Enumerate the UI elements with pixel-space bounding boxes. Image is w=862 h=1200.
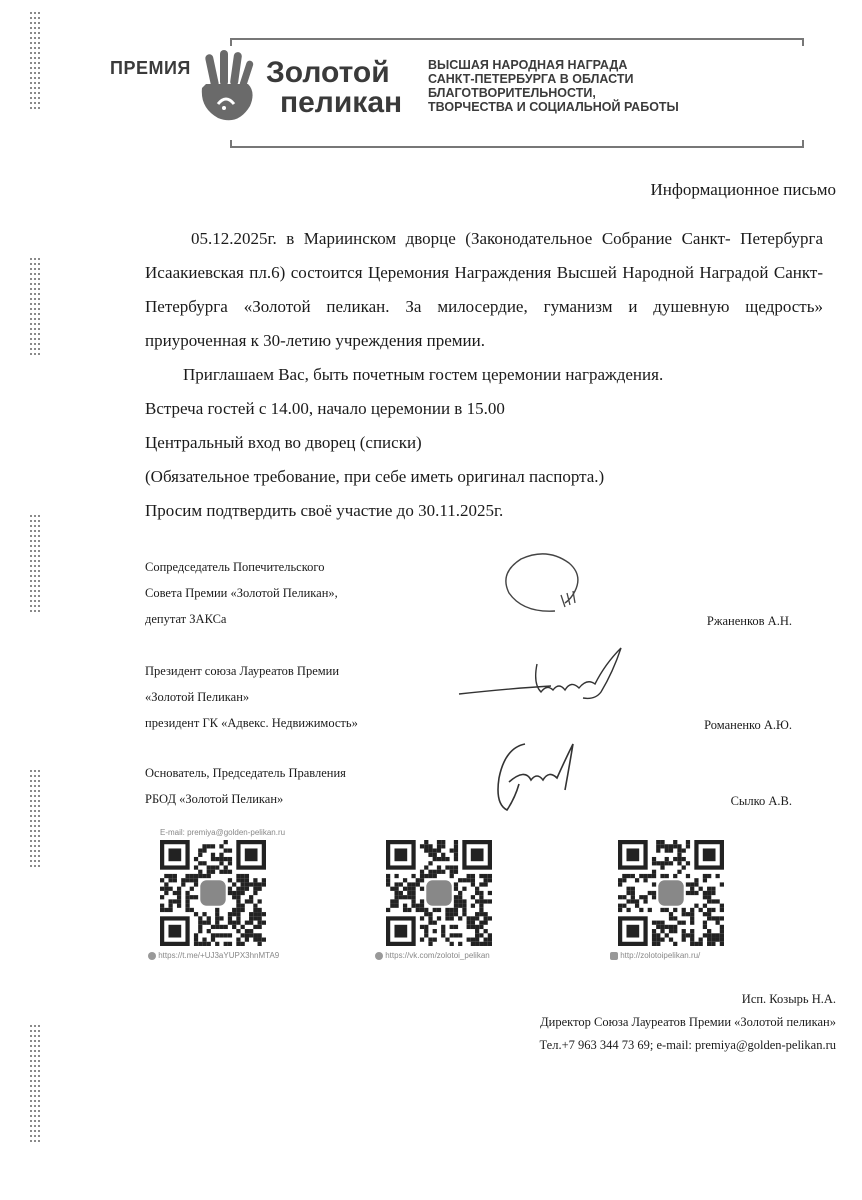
scan-edge-marks-2 — [30, 258, 40, 358]
telegram-icon — [148, 952, 156, 960]
footer-executor: Исп. Козырь Н.А. — [741, 992, 836, 1006]
vk-icon — [375, 952, 383, 960]
logo-line-2: пеликан — [280, 86, 403, 119]
subtitle-line: ВЫСШАЯ НАРОДНАЯ НАГРАДА — [428, 58, 628, 72]
footer-contacts — [540, 988, 836, 1057]
signatory-3-name: Сылко А.В. — [730, 794, 792, 808]
role-line: Совета Премии «Золотой Пеликан», — [145, 586, 338, 600]
letter-title: Информационное письмо — [650, 180, 836, 199]
header-frame-top — [230, 38, 804, 46]
signature-2-icon — [455, 640, 635, 710]
header-premia: ПРЕМИЯ — [110, 58, 191, 78]
qr-link-text: http://zolotoipelikan.ru/ — [620, 951, 701, 960]
guest-time-line: Встреча гостей с 14.00, начало церемонии в 15.00 — [145, 399, 505, 418]
role-line: депутат ЗАКСа — [145, 612, 227, 626]
paragraph-line: Народной Наградой Санкт-Петербурга «Золотой пеликан. За милосердие, — [145, 263, 824, 316]
scan-edge-marks-3 — [30, 515, 40, 615]
paragraph-line: Петербурга Исаакиевская пл.6) состоится Церемония Награждения Высшей — [145, 229, 823, 282]
role-line: Сопредседатель Попечительского — [145, 560, 325, 574]
subtitle-line: САНКТ-ПЕТЕРБУРГА В ОБЛАСТИ — [428, 72, 634, 86]
telegram-icon — [200, 880, 225, 905]
letter-body — [145, 222, 823, 528]
hand-icon — [610, 952, 618, 960]
passport-requirement-line: (Обязательное требование, при себе иметь оригинал паспорта.) — [145, 467, 605, 486]
vk-icon — [426, 880, 451, 905]
subtitle-line: БЛАГОТВОРИТЕЛЬНОСТИ, — [428, 86, 596, 100]
header-subtitle — [428, 58, 679, 114]
signatory-3-role — [145, 760, 346, 812]
scan-edge-marks-1 — [30, 12, 40, 112]
qr-code-site[interactable] — [618, 840, 724, 946]
qr-link-text: https://t.me/+UJ3aYUPX3hnMTA9 — [158, 951, 280, 960]
qr-code-telegram[interactable] — [160, 840, 266, 946]
qr-code-vk[interactable] — [386, 840, 492, 946]
signature-3-icon — [485, 738, 585, 818]
hand-icon — [658, 880, 683, 905]
role-line: Основатель, Председатель Правления — [145, 766, 346, 780]
qr-site-caption — [610, 951, 700, 960]
qr-email-caption: E-mail: premiya@golden-pelikan.ru — [160, 828, 286, 837]
paragraph-announcement — [145, 222, 823, 358]
scan-edge-marks-5 — [30, 1025, 40, 1145]
role-line: Президент союза Лауреатов Премии — [145, 664, 340, 678]
role-line: президент ГК «Адвекс. Недвижимость» — [145, 716, 358, 730]
qr-telegram-caption — [148, 951, 279, 960]
footer-position: Директор Союза Лауреатов Премии «Золотой пеликан» — [540, 1015, 836, 1029]
qr-vk-caption — [375, 951, 490, 960]
role-line: «Золотой Пеликан» — [145, 690, 250, 704]
header-frame-bottom — [230, 140, 804, 148]
paragraph-line: гуманизм и душевную щедрость» приуроченная к 30-летию учреждения премии. — [145, 297, 823, 350]
signatory-2-role — [145, 658, 358, 736]
rsvp-line: Просим подтвердить своё участие до 30.11.2025г. — [145, 501, 504, 520]
scan-edge-marks-4 — [30, 770, 40, 870]
pelican-hand-logo-icon — [198, 48, 262, 128]
footer-phone-email: Тел.+7 963 344 73 69; e-mail: premiya@golden-pelikan.ru — [539, 1038, 836, 1052]
logo-line-1: Золотой — [266, 56, 390, 89]
paragraph-line: 05.12.2025г. в Мариинском дворце (Законодательное Собрание Санкт- — [191, 229, 731, 248]
invite-line: Приглашаем Вас, быть почетным гостем церемонии награждения. — [183, 365, 664, 384]
subtitle-line: ТВОРЧЕСТВА И СОЦИАЛЬНОЙ РАБОТЫ — [428, 100, 679, 114]
signatory-2-name: Романенко А.Ю. — [704, 718, 792, 732]
signatory-1-name: Ржаненков А.Н. — [706, 614, 792, 628]
signatory-1-role — [145, 554, 338, 632]
header-logo-text — [266, 58, 402, 118]
role-line: РБОД «Золотой Пеликан» — [145, 792, 284, 806]
entrance-line: Центральный вход во дворец (списки) — [145, 433, 422, 452]
qr-link-text: https://vk.com/zolotoi_pelikan — [385, 951, 490, 960]
signature-1-icon — [495, 545, 605, 620]
